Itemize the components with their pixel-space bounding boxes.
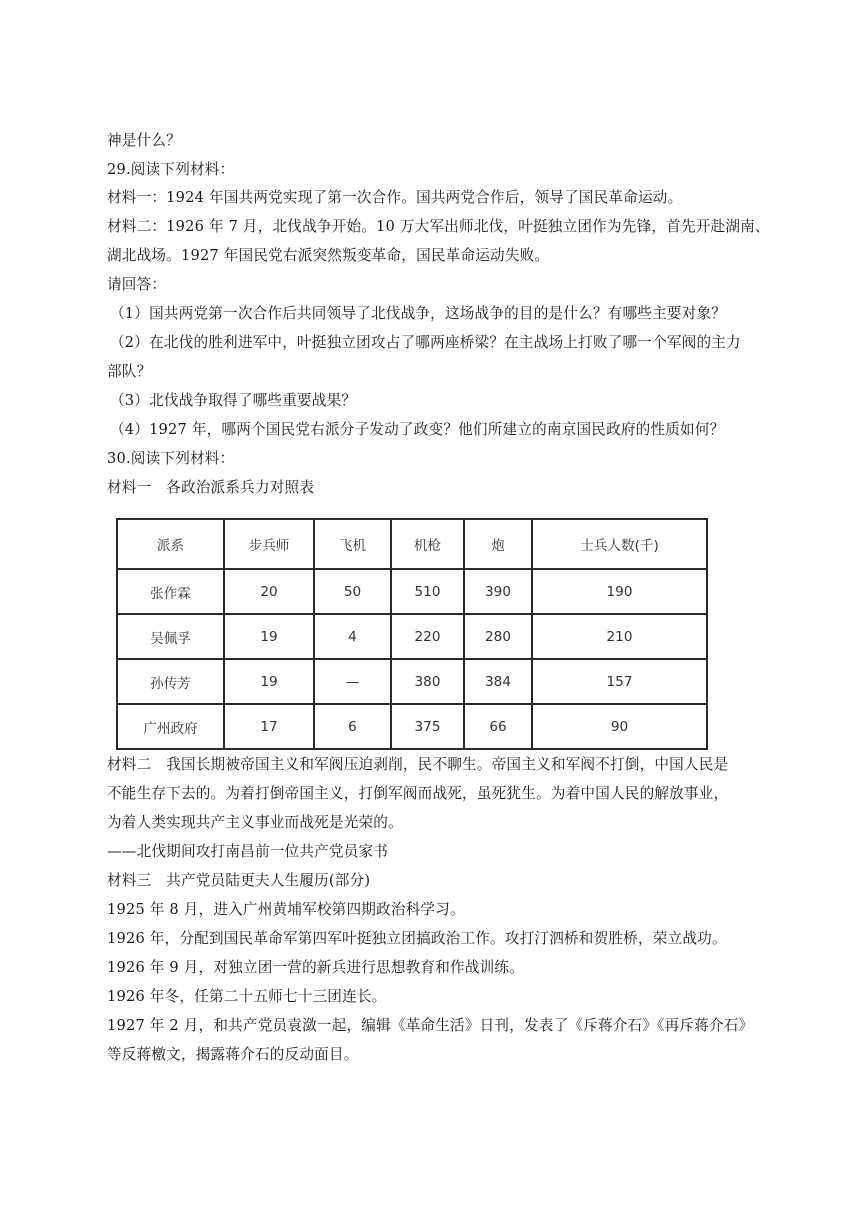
table-cell: 20 xyxy=(224,569,314,614)
table-header-cell: 飞机 xyxy=(314,519,391,569)
biography-entry: 1926 年，分配到国民革命军第四军叶挺独立团搞政治工作。攻打汀泗桥和贺胜桥，荣立战功。 xyxy=(107,930,727,947)
quote-attribution: ——北伐期间攻打南昌前一位共产党员家书 xyxy=(107,843,389,860)
material-1-caption: 材料一 各政治派系兵力对照表 xyxy=(107,479,315,496)
table-cell: — xyxy=(314,659,391,704)
table-cell: 广州政府 xyxy=(117,704,224,749)
sub-question-2-line-1: （2）在北伐的胜利进军中，叶挺独立团攻占了哪两座桥梁？在主战场上打败了哪一个军阀的主力 xyxy=(110,334,741,351)
question-30-heading: 30.阅读下列材料： xyxy=(107,450,235,467)
material-1-text: 材料一：1924 年国共两党实现了第一次合作。国共两党合作后，领导了国民革命运动。 xyxy=(107,189,683,206)
material-2-quote-line-3: 为着人类实现共产主义事业而战死是光荣的。 xyxy=(107,814,403,831)
table-header-cell: 士兵人数(千) xyxy=(532,519,707,569)
table-cell: 19 xyxy=(224,614,314,659)
sub-question-3: （3）北伐战争取得了哪些重要战果？ xyxy=(110,392,357,409)
biography-entry: 1926 年 9 月，对独立团一营的新兵进行思想教育和作战训练。 xyxy=(107,959,524,976)
table-cell: 4 xyxy=(314,614,391,659)
table-cell: 66 xyxy=(464,704,532,749)
material-2-quote-line-1: 材料二 我国长期被帝国主义和军阀压迫剥削，民不聊生。帝国主义和军阀不打倒，中国人民是 xyxy=(107,756,729,773)
table-cell: 孙传芳 xyxy=(117,659,224,704)
answer-prompt: 请回答： xyxy=(107,276,167,293)
table-header-cell: 步兵师 xyxy=(224,519,314,569)
table-cell: 张作霖 xyxy=(117,569,224,614)
question-29-heading: 29.阅读下列材料： xyxy=(107,161,235,178)
table-cell: 280 xyxy=(464,614,532,659)
material-2-text-line-1: 材料二：1926 年 7 月，北伐战争开始。10 万大军出师北伐，叶挺独立团作为先锋，首先开赴湖南、 xyxy=(107,218,770,235)
biography-entry: 1925 年 8 月，进入广州黄埔军校第四期政治科学习。 xyxy=(107,901,465,918)
table-cell: 375 xyxy=(391,704,464,749)
sub-question-4: （4）1927 年，哪两个国民党右派分子发动了政变？他们所建立的南京国民政府的性质如何？ xyxy=(110,421,725,438)
material-3-caption: 材料三 共产党员陆更夫人生履历(部分) xyxy=(107,872,371,889)
table-cell: 510 xyxy=(391,569,464,614)
table-row xyxy=(117,569,707,614)
forces-comparison-table xyxy=(116,518,708,750)
sub-question-2-line-2: 部队？ xyxy=(107,363,152,380)
table-header-cell: 派系 xyxy=(117,519,224,569)
table-header-cell: 机枪 xyxy=(391,519,464,569)
material-2-quote-line-2: 不能生存下去的。为着打倒帝国主义，打倒军阀而战死，虽死犹生。为着中国人民的解放事业， xyxy=(107,785,729,802)
table-row xyxy=(117,704,707,749)
table-cell: 190 xyxy=(532,569,707,614)
table-header-cell: 炮 xyxy=(464,519,532,569)
table-cell: 90 xyxy=(532,704,707,749)
table-cell: 吴佩孚 xyxy=(117,614,224,659)
table-cell: 157 xyxy=(532,659,707,704)
biography-entry: 等反蒋檄文，揭露蒋介石的反动面目。 xyxy=(107,1046,359,1063)
table-cell: 50 xyxy=(314,569,391,614)
sub-question-1: （1）国共两党第一次合作后共同领导了北伐战争，这场战争的目的是什么？有哪些主要对象？ xyxy=(110,305,727,322)
table-cell: 19 xyxy=(224,659,314,704)
table-cell: 210 xyxy=(532,614,707,659)
table-cell: 380 xyxy=(391,659,464,704)
table-cell: 17 xyxy=(224,704,314,749)
table-cell: 390 xyxy=(464,569,532,614)
forces-table-container xyxy=(116,518,706,742)
material-2-text-line-2: 湖北战场。1927 年国民党右派突然叛变革命，国民革命运动失败。 xyxy=(107,247,550,264)
biography-entry: 1926 年冬，任第二十五师七十三团连长。 xyxy=(107,988,387,1005)
table-cell: 220 xyxy=(391,614,464,659)
biography-entry: 1927 年 2 月，和共产党员袁潋一起，编辑《革命生活》日刊，发表了《斥蒋介石》《再斥蒋介石》 xyxy=(107,1017,754,1034)
table-cell: 384 xyxy=(464,659,532,704)
text-line: 神是什么？ xyxy=(107,132,181,149)
table-header-row xyxy=(117,519,707,569)
table-cell: 6 xyxy=(314,704,391,749)
table-row xyxy=(117,659,707,704)
table-row xyxy=(117,614,707,659)
